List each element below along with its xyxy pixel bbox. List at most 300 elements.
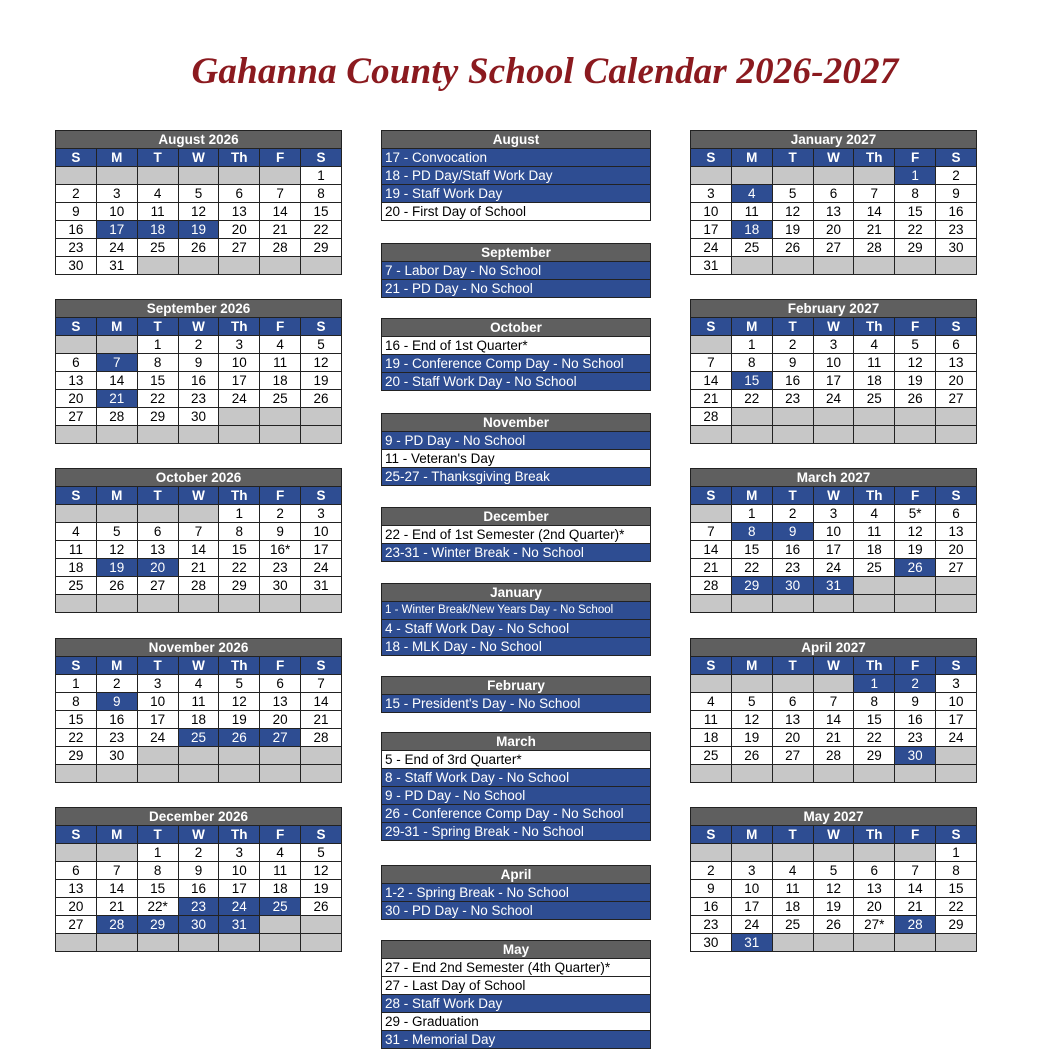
day-cell xyxy=(178,426,219,444)
day-cell: 25 xyxy=(772,916,813,934)
day-cell xyxy=(56,505,97,523)
day-cell: 26 xyxy=(813,916,854,934)
day-cell: 24 xyxy=(137,729,178,747)
event-item: 21 - PD Day - No School xyxy=(382,280,651,298)
day-cell: 4 xyxy=(178,675,219,693)
day-cell xyxy=(691,595,732,613)
day-cell: 7 xyxy=(854,185,895,203)
day-cell xyxy=(854,426,895,444)
day-cell: 12 xyxy=(301,354,342,372)
week-row xyxy=(56,916,342,934)
day-cell xyxy=(731,257,772,275)
day-cell: 31 xyxy=(301,577,342,595)
week-row xyxy=(691,577,977,595)
day-cell xyxy=(813,408,854,426)
weekday-header: Th xyxy=(854,657,895,675)
day-cell: 14 xyxy=(301,693,342,711)
week-row xyxy=(691,595,977,613)
day-cell: 23 xyxy=(772,390,813,408)
day-cell: 21 xyxy=(895,898,936,916)
event-item: 27 - End 2nd Semester (4th Quarter)* xyxy=(382,959,651,977)
week-row xyxy=(691,765,977,783)
weekday-header: W xyxy=(178,149,219,167)
day-cell xyxy=(219,426,260,444)
week-row xyxy=(691,675,977,693)
day-cell: 22 xyxy=(301,221,342,239)
day-cell: 10 xyxy=(813,523,854,541)
day-cell: 4 xyxy=(854,336,895,354)
weekday-header: S xyxy=(936,826,977,844)
day-cell xyxy=(137,595,178,613)
week-row xyxy=(56,505,342,523)
day-cell: 25 xyxy=(178,729,219,747)
day-cell: 5* xyxy=(895,505,936,523)
day-cell xyxy=(731,844,772,862)
day-cell: 26 xyxy=(301,390,342,408)
week-row xyxy=(691,729,977,747)
weekday-header: Th xyxy=(219,487,260,505)
weekday-header: T xyxy=(772,149,813,167)
week-row xyxy=(691,336,977,354)
day-cell: 6 xyxy=(772,693,813,711)
day-cell: 14 xyxy=(691,541,732,559)
week-row xyxy=(691,408,977,426)
month-title: February 2027 xyxy=(691,300,977,318)
day-cell xyxy=(936,577,977,595)
day-cell: 12 xyxy=(731,711,772,729)
page-title: Gahanna County School Calendar 2026-2027 xyxy=(191,51,899,92)
events-heading: August xyxy=(382,131,651,149)
day-cell: 25 xyxy=(137,239,178,257)
event-item: 11 - Veteran's Day xyxy=(382,450,651,468)
day-cell xyxy=(301,934,342,952)
weekday-header: W xyxy=(178,318,219,336)
day-cell xyxy=(96,844,137,862)
day-cell: 9 xyxy=(772,354,813,372)
week-row xyxy=(691,844,977,862)
events-heading: October xyxy=(382,319,651,337)
weekday-header: Th xyxy=(219,826,260,844)
day-cell: 10 xyxy=(219,354,260,372)
day-cell xyxy=(178,505,219,523)
event-item: 9 - PD Day - No School xyxy=(382,787,651,805)
week-row xyxy=(691,239,977,257)
day-cell: 28 xyxy=(691,408,732,426)
day-cell: 21 xyxy=(813,729,854,747)
events-heading: November xyxy=(382,414,651,432)
day-cell xyxy=(260,916,301,934)
month-calendar-sep-2026 xyxy=(55,299,342,444)
day-cell: 20 xyxy=(260,711,301,729)
day-cell: 17 xyxy=(813,541,854,559)
day-cell: 20 xyxy=(56,390,97,408)
day-cell: 17 xyxy=(731,898,772,916)
events-november xyxy=(381,413,651,486)
day-cell: 30 xyxy=(96,747,137,765)
day-cell xyxy=(219,257,260,275)
day-cell: 3 xyxy=(936,675,977,693)
day-cell: 30 xyxy=(691,934,732,952)
event-item: 18 - MLK Day - No School xyxy=(382,638,651,656)
weekday-header: T xyxy=(137,487,178,505)
day-cell xyxy=(137,505,178,523)
day-cell xyxy=(895,257,936,275)
weekday-header: S xyxy=(691,149,732,167)
month-calendar-jan-2027 xyxy=(690,130,977,275)
day-cell xyxy=(854,577,895,595)
day-cell: 14 xyxy=(260,203,301,221)
day-cell: 13 xyxy=(936,354,977,372)
day-cell: 6 xyxy=(219,185,260,203)
day-cell xyxy=(936,595,977,613)
day-cell xyxy=(813,675,854,693)
weekday-header: Th xyxy=(219,149,260,167)
day-cell: 6 xyxy=(854,862,895,880)
day-cell: 2 xyxy=(96,675,137,693)
day-cell xyxy=(691,336,732,354)
weekday-header: S xyxy=(691,487,732,505)
day-cell: 20 xyxy=(219,221,260,239)
day-cell xyxy=(260,747,301,765)
day-cell xyxy=(56,765,97,783)
day-cell xyxy=(895,426,936,444)
day-cell xyxy=(854,167,895,185)
day-cell: 28 xyxy=(895,916,936,934)
day-cell: 6 xyxy=(936,505,977,523)
day-cell: 16 xyxy=(56,221,97,239)
week-row xyxy=(691,167,977,185)
week-row xyxy=(56,862,342,880)
weekday-header: F xyxy=(895,487,936,505)
day-cell xyxy=(96,505,137,523)
weekday-header: F xyxy=(260,149,301,167)
week-row xyxy=(691,880,977,898)
day-cell: 15 xyxy=(56,711,97,729)
day-cell: 2 xyxy=(772,336,813,354)
day-cell: 17 xyxy=(219,372,260,390)
weekday-header: F xyxy=(260,318,301,336)
day-cell: 14 xyxy=(96,880,137,898)
weekday-header: W xyxy=(178,487,219,505)
day-cell: 13 xyxy=(936,523,977,541)
month-title: March 2027 xyxy=(691,469,977,487)
weekday-header: M xyxy=(96,487,137,505)
month-title: October 2026 xyxy=(56,469,342,487)
day-cell: 13 xyxy=(854,880,895,898)
day-cell xyxy=(137,747,178,765)
day-cell: 13 xyxy=(772,711,813,729)
event-item: 15 - President's Day - No School xyxy=(382,695,651,713)
day-cell: 3 xyxy=(137,675,178,693)
day-cell xyxy=(178,765,219,783)
day-cell: 31 xyxy=(691,257,732,275)
weekday-header: Th xyxy=(854,318,895,336)
events-heading: May xyxy=(382,941,651,959)
day-cell: 20 xyxy=(936,372,977,390)
events-april xyxy=(381,865,651,920)
week-row xyxy=(56,711,342,729)
day-cell: 15 xyxy=(936,880,977,898)
day-cell xyxy=(772,408,813,426)
day-cell: 11 xyxy=(854,354,895,372)
day-cell: 1 xyxy=(137,336,178,354)
day-cell xyxy=(813,844,854,862)
day-cell: 23 xyxy=(178,390,219,408)
event-item: 1 - Winter Break/New Years Day - No School xyxy=(382,602,651,620)
day-cell: 23 xyxy=(260,559,301,577)
day-cell: 19 xyxy=(219,711,260,729)
day-cell: 8 xyxy=(56,693,97,711)
day-cell xyxy=(772,844,813,862)
day-cell xyxy=(936,408,977,426)
day-cell: 31 xyxy=(96,257,137,275)
day-cell: 21 xyxy=(854,221,895,239)
day-cell xyxy=(895,408,936,426)
day-cell: 5 xyxy=(301,336,342,354)
day-cell xyxy=(260,257,301,275)
week-row xyxy=(56,426,342,444)
day-cell: 24 xyxy=(301,559,342,577)
day-cell xyxy=(301,747,342,765)
weekday-header: Th xyxy=(854,826,895,844)
day-cell xyxy=(301,765,342,783)
month-title: May 2027 xyxy=(691,808,977,826)
day-cell: 12 xyxy=(895,354,936,372)
day-cell: 29 xyxy=(936,916,977,934)
day-cell: 26 xyxy=(96,577,137,595)
day-cell: 1 xyxy=(731,336,772,354)
day-cell: 27 xyxy=(219,239,260,257)
day-cell xyxy=(96,765,137,783)
week-row xyxy=(56,693,342,711)
day-cell: 12 xyxy=(219,693,260,711)
day-cell xyxy=(56,167,97,185)
week-row xyxy=(56,257,342,275)
day-cell: 27 xyxy=(936,390,977,408)
event-item: 29-31 - Spring Break - No School xyxy=(382,823,651,841)
day-cell: 7 xyxy=(96,354,137,372)
day-cell: 28 xyxy=(854,239,895,257)
day-cell: 11 xyxy=(260,862,301,880)
day-cell: 24 xyxy=(219,390,260,408)
day-cell xyxy=(137,765,178,783)
day-cell xyxy=(219,765,260,783)
week-row xyxy=(691,523,977,541)
day-cell xyxy=(301,916,342,934)
week-row xyxy=(56,408,342,426)
day-cell xyxy=(260,595,301,613)
week-row xyxy=(56,765,342,783)
event-item: 5 - End of 3rd Quarter* xyxy=(382,751,651,769)
week-row xyxy=(691,203,977,221)
day-cell: 2 xyxy=(178,844,219,862)
day-cell: 23 xyxy=(895,729,936,747)
event-item: 19 - Conference Comp Day - No School xyxy=(382,355,651,373)
day-cell: 10 xyxy=(813,354,854,372)
day-cell xyxy=(137,257,178,275)
weekday-header: F xyxy=(895,318,936,336)
day-cell: 24 xyxy=(813,390,854,408)
day-cell: 23 xyxy=(936,221,977,239)
weekday-header: S xyxy=(56,318,97,336)
day-cell: 1 xyxy=(137,844,178,862)
day-cell: 27 xyxy=(772,747,813,765)
week-row xyxy=(691,505,977,523)
weekday-header: M xyxy=(731,487,772,505)
day-cell: 3 xyxy=(813,505,854,523)
day-cell: 31 xyxy=(813,577,854,595)
day-cell: 7 xyxy=(691,523,732,541)
event-item: 1-2 - Spring Break - No School xyxy=(382,884,651,902)
weekday-header: S xyxy=(691,826,732,844)
week-row xyxy=(691,898,977,916)
day-cell: 13 xyxy=(56,880,97,898)
day-cell xyxy=(137,934,178,952)
week-row xyxy=(691,559,977,577)
day-cell: 14 xyxy=(691,372,732,390)
day-cell: 4 xyxy=(56,523,97,541)
week-row xyxy=(56,372,342,390)
day-cell: 5 xyxy=(219,675,260,693)
day-cell: 1 xyxy=(219,505,260,523)
month-title: November 2026 xyxy=(56,639,342,657)
day-cell: 18 xyxy=(178,711,219,729)
day-cell xyxy=(772,595,813,613)
day-cell xyxy=(813,167,854,185)
day-cell: 6 xyxy=(56,862,97,880)
day-cell: 3 xyxy=(813,336,854,354)
day-cell xyxy=(56,934,97,952)
month-calendar-apr-2027 xyxy=(690,638,977,783)
day-cell: 22 xyxy=(56,729,97,747)
day-cell xyxy=(936,426,977,444)
event-item: 17 - Convocation xyxy=(382,149,651,167)
weekday-header: T xyxy=(137,826,178,844)
day-cell: 8 xyxy=(895,185,936,203)
day-cell: 21 xyxy=(301,711,342,729)
day-cell xyxy=(301,408,342,426)
month-title: April 2027 xyxy=(691,639,977,657)
day-cell: 15 xyxy=(731,541,772,559)
day-cell xyxy=(56,426,97,444)
day-cell: 19 xyxy=(731,729,772,747)
month-calendar-mar-2027 xyxy=(690,468,977,613)
week-row xyxy=(56,336,342,354)
weekday-header: M xyxy=(731,318,772,336)
day-cell xyxy=(813,934,854,952)
day-cell: 30 xyxy=(936,239,977,257)
day-cell xyxy=(854,408,895,426)
day-cell: 11 xyxy=(772,880,813,898)
day-cell: 8 xyxy=(301,185,342,203)
day-cell: 19 xyxy=(301,372,342,390)
day-cell: 24 xyxy=(813,559,854,577)
day-cell xyxy=(895,934,936,952)
week-row xyxy=(56,880,342,898)
weekday-header: F xyxy=(260,657,301,675)
day-cell: 18 xyxy=(731,221,772,239)
day-cell: 5 xyxy=(301,844,342,862)
event-item: 8 - Staff Work Day - No School xyxy=(382,769,651,787)
day-cell: 21 xyxy=(691,390,732,408)
week-row xyxy=(56,844,342,862)
weekday-header: T xyxy=(137,318,178,336)
day-cell: 16 xyxy=(178,880,219,898)
day-cell: 3 xyxy=(731,862,772,880)
day-cell xyxy=(219,595,260,613)
week-row xyxy=(691,693,977,711)
day-cell: 28 xyxy=(813,747,854,765)
day-cell: 28 xyxy=(96,408,137,426)
day-cell: 17 xyxy=(219,880,260,898)
day-cell xyxy=(731,426,772,444)
day-cell: 19 xyxy=(772,221,813,239)
day-cell: 14 xyxy=(178,541,219,559)
week-row xyxy=(56,185,342,203)
week-row xyxy=(691,185,977,203)
weekday-header: Th xyxy=(854,149,895,167)
weekday-header: S xyxy=(56,657,97,675)
day-cell: 9 xyxy=(772,523,813,541)
day-cell: 12 xyxy=(772,203,813,221)
weekday-header: S xyxy=(301,318,342,336)
weekday-header: Th xyxy=(219,657,260,675)
week-row xyxy=(691,916,977,934)
day-cell xyxy=(178,167,219,185)
weekday-header: S xyxy=(301,657,342,675)
day-cell: 15 xyxy=(895,203,936,221)
month-calendar-aug-2026 xyxy=(55,130,342,275)
weekday-header: S xyxy=(56,487,97,505)
day-cell: 29 xyxy=(731,577,772,595)
weekday-header: S xyxy=(936,487,977,505)
day-cell: 15 xyxy=(731,372,772,390)
day-cell xyxy=(219,167,260,185)
month-title: December 2026 xyxy=(56,808,342,826)
day-cell: 12 xyxy=(301,862,342,880)
weekday-header: T xyxy=(137,657,178,675)
day-cell: 29 xyxy=(219,577,260,595)
day-cell xyxy=(178,595,219,613)
day-cell: 30 xyxy=(772,577,813,595)
day-cell xyxy=(936,747,977,765)
day-cell: 7 xyxy=(96,862,137,880)
day-cell: 6 xyxy=(56,354,97,372)
weekday-header: M xyxy=(96,826,137,844)
weekday-header: S xyxy=(936,657,977,675)
day-cell: 18 xyxy=(260,880,301,898)
day-cell: 4 xyxy=(731,185,772,203)
weekday-header: S xyxy=(691,318,732,336)
weekday-header: T xyxy=(772,318,813,336)
day-cell: 17 xyxy=(813,372,854,390)
events-september xyxy=(381,243,651,298)
day-cell: 4 xyxy=(691,693,732,711)
day-cell: 1 xyxy=(895,167,936,185)
day-cell xyxy=(731,765,772,783)
day-cell xyxy=(813,257,854,275)
day-cell: 31 xyxy=(731,934,772,952)
events-january xyxy=(381,583,651,656)
day-cell: 5 xyxy=(772,185,813,203)
week-row xyxy=(56,239,342,257)
day-cell: 9 xyxy=(96,693,137,711)
weekday-header: F xyxy=(895,826,936,844)
weekday-header: M xyxy=(96,318,137,336)
day-cell: 5 xyxy=(731,693,772,711)
day-cell: 23 xyxy=(772,559,813,577)
day-cell: 30 xyxy=(895,747,936,765)
